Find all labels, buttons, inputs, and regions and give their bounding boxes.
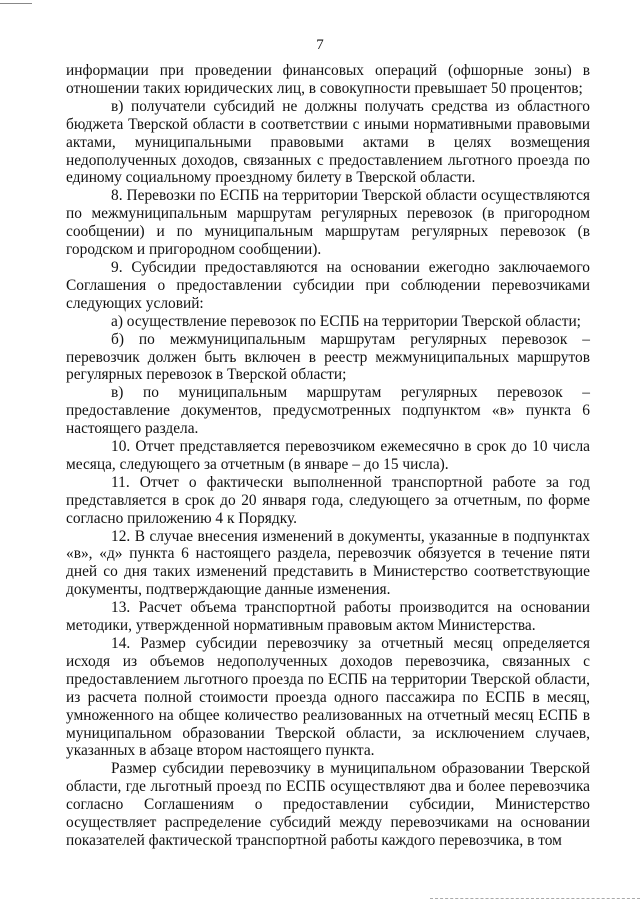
- paragraph-14: 14. Размер субсидии перевозчику за отчетный месяц определяется исходя из объемов недополученных доходов перевозчика, связанных с предоставлением льготного проезда по ЕСПБ на территории Тверской области, из расчета полной стоимости проезда одного пассажира по ЕСПБ в месяц, умноженного на общее количество реализованных на отчетный месяц ЕСПБ в муниципальном образовании Тверской области, за исключением случаев, указанных в абзаце втором настоящего пункта.: [66, 635, 590, 760]
- paragraph-8: 8. Перевозки по ЕСПБ на территории Тверской области осуществляются по межмуниципальным маршрутам регулярных перевозок (в пригородном сообщении) и по муниципальным маршрутам регулярных перевозок (в городском и пригородном сообщении).: [66, 187, 590, 259]
- bottom-rule: [430, 898, 640, 899]
- paragraph-13: 13. Расчет объема транспортной работы производится на основании методики, утвержденной нормативным правовым актом Министерства.: [66, 599, 590, 635]
- body-text: [66, 62, 590, 850]
- paragraph-10: 10. Отчет представляется перевозчиком ежемесячно в срок до 10 числа месяца, следующего за отчетным (в январе – до 15 числа).: [66, 438, 590, 473]
- paragraph-7v: в) получатели субсидий не должны получать средства из областного бюджета Тверской области в соответствии с иными нормативными правовыми актами, муниципальными правовыми актами в целях возмещения недополученных доходов, связанных с предоставлением льготного проезда по единому социальному проездному билету в Тверской области.: [66, 97, 590, 187]
- page-number: 7: [316, 37, 324, 53]
- paragraph-12: 12. В случае внесения изменений в документы, указанные в подпунктах «в», «д» пункта 6 настоящего раздела, перевозчик обязуется в течение пяти дней со дня таких изменений представить в Министерство соответствующие документы, подтверждающие данные изменения.: [66, 527, 590, 599]
- paragraph-continuation: информации при проведении финансовых операций (офшорные зоны) в отношении таких юридических лиц, в совокупности превышает 50 процентов;: [66, 62, 590, 97]
- top-rule: [0, 3, 32, 4]
- paragraph-11: 11. Отчет о фактически выполненной транспортной работе за год представляется в срок до 20 января года, следующего за отчетным, по форме согласно приложению 4 к Порядку.: [66, 473, 590, 527]
- paragraph-9b: б) по межмуниципальным маршрутам регулярных перевозок – перевозчик должен быть включен в реестр межмуниципальных маршрутов регулярных перевозок в Тверской области;: [66, 330, 590, 384]
- paragraph-9v: в) по муниципальным маршрутам регулярных перевозок – предоставление документов, предусмотренных подпунктом «в» пункта 6 настоящего раздела.: [66, 384, 590, 438]
- paragraph-9a: а) осуществление перевозок по ЕСПБ на территории Тверской области;: [111, 312, 581, 330]
- paragraph-9: 9. Субсидии предоставляются на основании ежегодно заключаемого Соглашения о предоставлении субсидии при соблюдении перевозчиками следующих условий:: [66, 258, 590, 312]
- paragraph-14-second: Размер субсидии перевозчику в муниципальном образовании Тверской области, где льготный проезд по ЕСПБ осуществляют два и более перевозчика согласно Соглашениям о предоставлении субсидии, Министерство осуществляет распределение субсидий между перевозчиками на основании показателей фактической транспортной работы каждого перевозчика, в том: [66, 760, 590, 849]
